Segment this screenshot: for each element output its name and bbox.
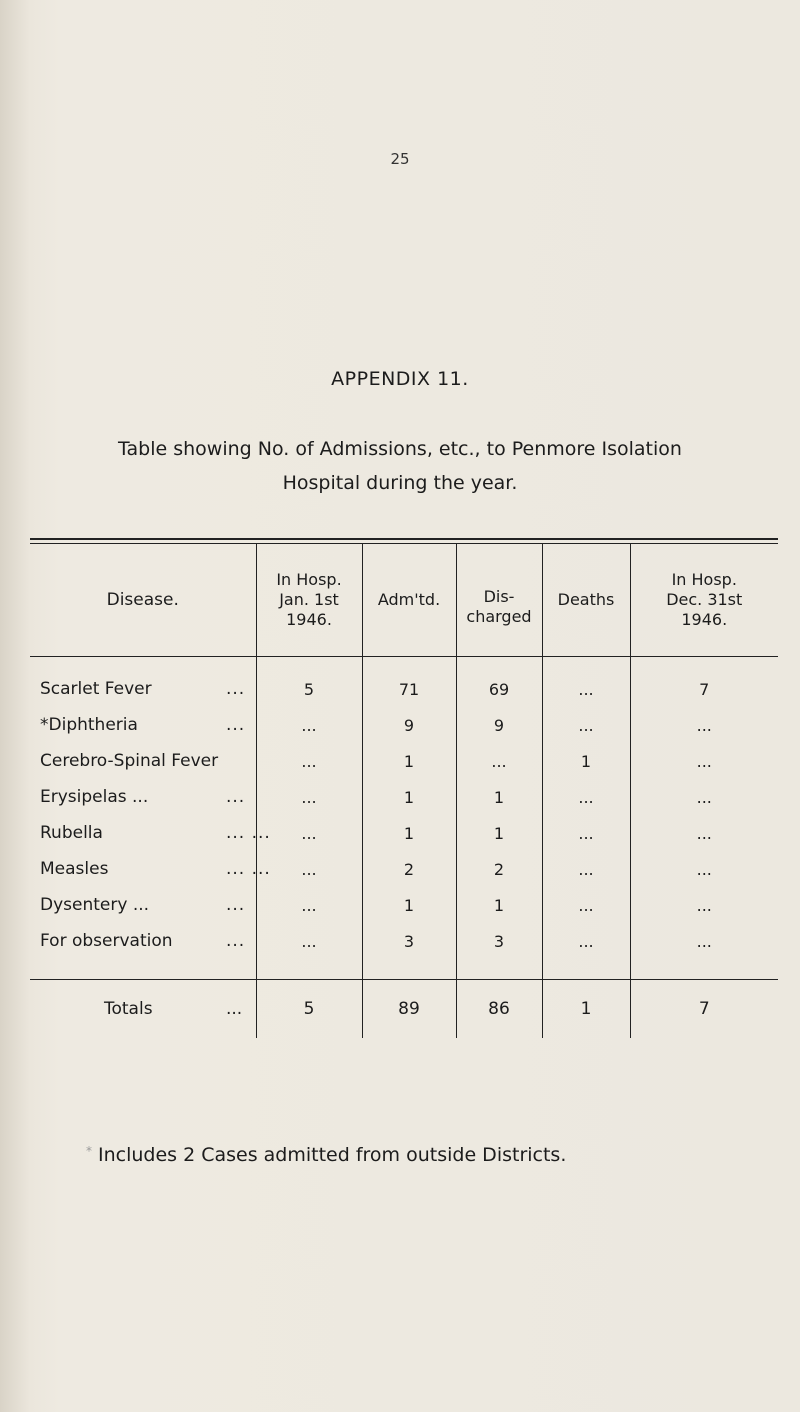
cell-jan: 5 — [256, 671, 362, 707]
cell-jan: ... — [256, 887, 362, 923]
cell-discharged: ... — [456, 743, 542, 779]
table-row — [30, 743, 778, 779]
cell-admitted: 1 — [362, 779, 456, 815]
table-caption — [60, 432, 740, 500]
appendix-title: APPENDIX 11. — [331, 368, 469, 390]
cell-dec: ... — [696, 751, 712, 771]
header-admitted: Adm'td. — [362, 544, 456, 657]
table-row — [30, 851, 778, 887]
table-header-row — [30, 544, 778, 657]
cell-dec: ... — [696, 895, 712, 915]
cell-disease: For observation ... — [30, 923, 256, 959]
cell-deaths: ... — [542, 887, 630, 923]
cell-deaths: ... — [542, 851, 630, 887]
cell-dec: 7 — [699, 679, 710, 699]
cell-dec: ... — [696, 787, 712, 807]
table-spacer — [30, 959, 778, 980]
cell-deaths: ... — [542, 779, 630, 815]
footnote-text: Includes 2 Cases admitted from outside Districts. — [98, 1144, 567, 1166]
table-row — [30, 671, 778, 707]
cell-discharged: 3 — [456, 923, 542, 959]
cell-discharged: 1 — [456, 779, 542, 815]
cell-admitted: 2 — [362, 851, 456, 887]
table-row — [30, 887, 778, 923]
page-number: 25 — [390, 150, 410, 168]
table-row — [30, 779, 778, 815]
caption-line-1: Table showing No. of Admissions, etc., to Penmore Isolation — [118, 438, 682, 460]
table-top-rule — [30, 538, 778, 540]
header-discharged: Dis- charged — [456, 544, 542, 657]
cell-dec: ... — [696, 823, 712, 843]
totals-admitted: 89 — [362, 980, 456, 1039]
totals-discharged: 86 — [456, 980, 542, 1039]
header-in-hosp-jan: In Hosp. Jan. 1st 1946. — [256, 544, 362, 657]
cell-deaths: ... — [542, 923, 630, 959]
cell-admitted: 3 — [362, 923, 456, 959]
cell-disease: Cerebro-Spinal Fever — [30, 743, 256, 779]
cell-discharged: 69 — [456, 671, 542, 707]
cell-jan: ... — [256, 779, 362, 815]
cell-dec: ... — [696, 859, 712, 879]
header-disease: Disease. — [30, 544, 256, 657]
cell-deaths: ... — [542, 707, 630, 743]
table-row — [30, 923, 778, 959]
cell-jan: ... — [256, 815, 362, 851]
cell-disease: Scarlet Fever ... — [30, 671, 256, 707]
totals-dec: 7 — [698, 999, 710, 1019]
cell-disease: Erysipelas ... ... — [30, 779, 256, 815]
header-in-hosp-dec: In Hosp. Dec. 31st 1946. — [630, 544, 778, 657]
cell-admitted: 71 — [362, 671, 456, 707]
cell-deaths: 1 — [542, 743, 630, 779]
totals-label: Totals ... — [30, 980, 256, 1039]
cell-disease: Rubella ... ... — [30, 815, 256, 851]
caption-line-2: Hospital during the year. — [282, 472, 518, 494]
cell-jan: ... — [256, 923, 362, 959]
cell-deaths: ... — [542, 671, 630, 707]
cell-discharged: 2 — [456, 851, 542, 887]
table-row — [30, 815, 778, 851]
cell-disease: Dysentery ... ... — [30, 887, 256, 923]
header-deaths: Deaths — [542, 544, 630, 657]
totals-jan: 5 — [256, 980, 362, 1039]
footnote — [86, 1144, 566, 1166]
cell-dec: ... — [696, 715, 712, 735]
cell-discharged: 9 — [456, 707, 542, 743]
footnote-marker: * — [86, 1144, 92, 1158]
table-spacer — [30, 657, 778, 672]
cell-admitted: 1 — [362, 815, 456, 851]
cell-dec: ... — [696, 931, 712, 951]
cell-deaths: ... — [542, 815, 630, 851]
totals-row — [30, 980, 778, 1039]
totals-deaths: 1 — [542, 980, 630, 1039]
cell-disease: *Diphtheria ... — [30, 707, 256, 743]
cell-discharged: 1 — [456, 815, 542, 851]
cell-discharged: 1 — [456, 887, 542, 923]
cell-admitted: 1 — [362, 743, 456, 779]
cell-admitted: 1 — [362, 887, 456, 923]
table-row — [30, 707, 778, 743]
cell-jan: ... — [256, 851, 362, 887]
cell-jan: ... — [256, 707, 362, 743]
cell-disease: Measles ... ... — [30, 851, 256, 887]
cell-jan: ... — [256, 743, 362, 779]
admissions-table — [30, 538, 778, 1038]
cell-admitted: 9 — [362, 707, 456, 743]
